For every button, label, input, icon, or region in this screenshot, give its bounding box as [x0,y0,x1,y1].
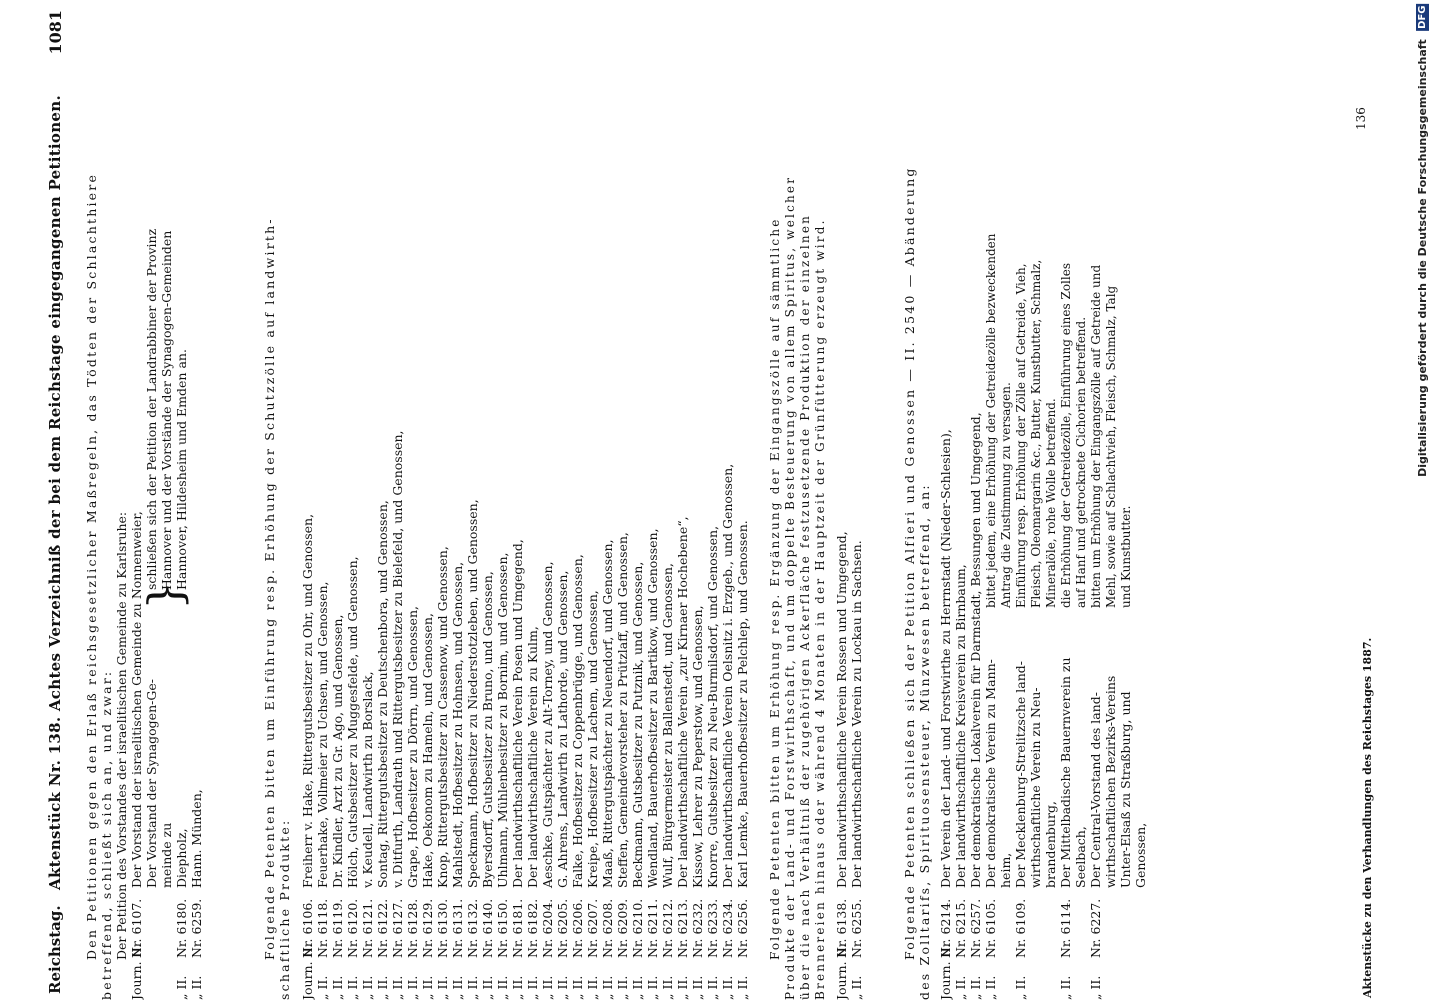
petition-row [405,0,420,1000]
petition-number: Nr. 6109. [1013,898,1028,958]
petition-row [735,0,750,1000]
section-3 [768,0,864,1000]
section-4-intro-line-1: Folgende Petenten schließen sich der Petition Alfieri und Genossen — II. 2540 — Abänderung [902,166,917,960]
journal-ref: „ II. [690,975,705,1000]
petition-number: Nr. 6120. [345,898,360,958]
journal-ref: „ II. [510,975,525,1000]
petition-number: Nr. 6180. [174,898,189,958]
petition-row [834,0,849,1000]
journal-ref: Journ. II. [129,943,144,1000]
petition-number: Nr. 6127. [390,898,405,958]
petition-number: Nr. 6114. [1058,898,1073,958]
petition-text: Wendland, Bauerhofbesitzer zu Bartikow, und Genossen, [645,528,660,888]
section-3-rows [834,0,864,1000]
petition-number: Nr. 6208. [600,898,615,958]
petition-row [720,0,735,1000]
journal-ref: „ II. [555,975,570,1000]
section-1-subheading: Der Petition des Vorstandes der israelitischen Gemeinde zu Karlsruhe: [114,511,129,960]
petition-text: Steffen, Gemeindevorsteher zu Prützlaff, und Genossen, [615,532,630,888]
section-4 [902,0,1148,1000]
petition-row [630,0,645,1000]
petition-number: Nr. 6255. [849,898,864,958]
petition-row [675,0,690,1000]
petition-number: Nr. 6138. [834,898,849,958]
petition-text: Feuerhake, Vollmeier zu Uchsen, und Genossen, [315,581,330,888]
journal-ref: „ II. [174,975,189,1000]
petition-number: Nr. 6211. [645,898,660,958]
petition-number: Nr. 6131. [450,898,465,958]
petition-row [480,0,495,1000]
petition-number: Nr. 6129. [420,898,435,958]
journal-ref: „ II. [360,975,375,1000]
petition-number: Nr. 6204. [540,898,555,958]
petition-text: Genossen, [1133,822,1148,888]
petition-text: Mahlstedt, Hofbesitzer zu Hohnsen, und Genossen, [450,561,465,888]
journal-ref: „ II. [968,975,983,1000]
petition-text: Diepholz, [174,828,189,888]
petition-number: Nr. 6233. [705,898,720,958]
petition-row [570,0,585,1000]
side-note-line: Hannover und der Vorstände der Synagogen-Gemeinden [159,230,174,590]
petition-text: heim, [998,852,1013,888]
petition-row [375,0,390,1000]
petition-number: Nr. 6257. [968,898,983,958]
section-3-intro-line-3: über die nach Verhältniß der zugehörigen Ackerfläche festzusetzende Produktion der einzelnen [798,213,812,1000]
petition-text: Der landwirthschaftliche Verein „zur Kirnaer Hochebene“, [675,516,690,888]
petition-text: brandenburg, [1043,801,1058,888]
petition-row [600,0,615,1000]
header-left: Reichstag. [46,905,64,994]
journal-ref: „ II. [525,975,540,1000]
journal-ref: „ II. [983,975,998,1000]
petition-text: Sontag, Rittergutsbesitzer zu Deutschenbora, und Genossen, [375,500,390,888]
journal-ref: „ II. [1013,975,1028,1000]
petition-row [510,0,525,1000]
side-note-line: Mineralöle, rohe Wolle betreffend. [1044,398,1058,608]
page-header [48,0,78,1000]
petition-row [660,0,675,1000]
journal-ref: „ II. [315,975,330,1000]
petition-row [300,0,315,1000]
petition-text: Unter-Elsaß zu Straßburg, und [1118,691,1133,888]
petition-row [938,0,953,1000]
petition-text: Der landwirthschaftliche Kreisverein zu Birnbaum, [953,564,968,888]
petition-row [615,0,630,1000]
journal-ref: „ II. [435,975,450,1000]
petition-row [390,0,405,1000]
petition-number: Nr. 6213. [675,898,690,958]
journal-ref: „ II. [953,975,968,1000]
petition-row [525,0,540,1000]
petition-text: Karl Lemke, Bauerhofbesitzer zu Pelchlep, und Genossen. [735,520,750,888]
petition-text: Kreipe, Hofbesitzer zu Lachem, und Genossen, [585,590,600,888]
side-note-line: auf Hanf und getrocknete Cichorien betreffend. [1074,316,1088,608]
petition-number: Nr. 6107. [129,898,144,958]
petition-row [690,0,705,1000]
petition-row [705,0,720,1000]
journal-ref: „ II. [585,975,600,1000]
petition-number: Nr. 6105. [983,898,998,958]
petition-number: Nr. 6150. [495,898,510,958]
journal-ref: „ II. [705,975,720,1000]
petition-number: Nr. 6121. [360,898,375,958]
side-note-line: die Erhöhung der Getreidezölle, Einführung eines Zolles [1059,263,1073,608]
petition-text: Der demokratische Lokalverein für Darmstadt, Bessungen und Umgegend, [968,412,983,888]
header-title: Aktenstück Nr. 138. Achtes Verzeichniß der bei dem Reichstage eingegangenen Petitionen. [46,94,64,890]
section-2 [262,0,750,1000]
journal-ref: „ II. [189,975,204,1000]
petition-text: Der landwirthschaftliche Verein Posen und Umgegend, [510,539,525,888]
digitization-text: Digitalisierung gefördert durch die Deutsche Forschungsgemeinschaft [1416,39,1429,477]
petition-text: Der Verein der Land- und Forstwirthe zu Herrnstadt (Nieder-Schlesien), [938,429,953,888]
petition-row [465,0,480,1000]
petition-number: Nr. 6215. [953,898,968,958]
journal-ref: „ II. [480,975,495,1000]
petition-number: Nr. 6207. [585,898,600,958]
journal-ref: „ II. [600,975,615,1000]
petition-text: Kissow, Lehrer zu Peperstow, und Genossen, [690,605,705,888]
petition-text: wirthschaftlichen Bezirks-Vereins [1103,675,1118,888]
journal-ref: „ II. [420,975,435,1000]
side-note-line: schließen sich der Petition der Landrabbiner der Provinz [144,228,159,590]
journal-ref: „ II. [1088,975,1103,1000]
section-3-intro-line-2: Produkte der Land- und Forstwirthschaft, und um doppelte Besteuerung von allem Spiritus, welcher [783,175,797,1000]
petition-text: Der landwirthschaftliche Verein zu Kulm, [525,626,540,888]
petition-number: Nr. 6132. [465,898,480,958]
petition-text: Freiherr v. Hake, Rittergutsbesitzer zu Ohr, und Genossen, [300,513,315,888]
petition-number: Nr. 6256. [735,898,750,958]
journal-ref: „ II. [675,975,690,1000]
journal-ref: „ II. [405,975,420,1000]
journal-ref: „ II. [345,975,360,1000]
petition-row [585,0,600,1000]
petition-text: Der landwirthschaftliche Verein Oelsnitz i. Erzgeb., und Genossen, [720,463,735,888]
petition-text: v. Keudell, Landwirth zu Borslack, [360,671,375,888]
petition-number: Nr. 6119. [330,898,345,958]
journal-ref: „ II. [735,975,750,1000]
petition-text: Knop, Rittergutsbesitzer zu Cassenow, und Genossen, [435,546,450,888]
petition-text: Uhlmann, Mühlenbesitzer zu Bornim, und Genossen, [495,552,510,888]
petition-text: wirthschaftliche Verein zu Neu- [1028,687,1043,888]
section-1-intro-line-1: Den Petitionen gegen den Erlaß reichsgesetzlicher Maßregeln, das Tödten der Schlachthiere [84,172,99,960]
petition-text: Knorre, Gutsbesitzer zu Neu-Burmilsdorf, und Genossen, [705,525,720,888]
side-note-line: Fleisch, Oleomargarin &c., Butter, Kunstbutter, Schmalz, [1029,259,1043,608]
side-note-line: Mehl, sowie auf Schlachtvieh, Fleisch, Schmalz, Talg [1104,285,1118,608]
petition-number: Nr. 6210. [630,898,645,958]
petition-text: Hölch, Gutsbesitzer zu Muggesfelde, und Genossen, [345,556,360,888]
journal-ref: „ II. [720,975,735,1000]
journal-ref: „ II. [390,975,405,1000]
section-1-side-note [144,229,189,590]
petition-row [495,0,510,1000]
journal-ref: „ II. [1058,975,1073,1000]
petition-row [330,0,345,1000]
petition-number: Nr. 6140. [480,898,495,958]
petition-row [555,0,570,1000]
petition-row [315,0,330,1000]
section-3-intro-line-4: Brennereien hinaus oder während 4 Monaten in der Hauptzeit der Grünfütterung erzeugt wird. [813,218,827,1000]
petition-text: Grape, Hofbesitzer zu Dörrn, und Genossen, [405,606,420,888]
petition-text: Wulf, Bürgermeister zu Ballenstedt, und Genossen, [660,563,675,888]
journal-ref: „ II. [540,975,555,1000]
petition-row [450,0,465,1000]
petition-text: Aeschke, Gutspächter zu Alt-Torney, und Genossen, [540,561,555,888]
petition-text: Der landwirthschaftliche Verein zu Lockau in Sachsen. [849,540,864,888]
petition-row [420,0,435,1000]
petition-row [129,0,144,1000]
journal-ref: „ II. [375,975,390,1000]
petition-number: Nr. 6205. [555,898,570,958]
petition-number: Nr. 6182. [525,898,540,958]
dfg-logo: DFG [1417,6,1428,30]
petition-text: Der Vorstand der israelitischen Gemeinde zu Nonnenweier, [129,511,144,888]
brace: } [138,580,192,610]
section-2-intro-line-1: Folgende Petenten bitten um Einführung resp. Erhöhung der Schutzzölle auf landwirth- [262,217,277,960]
petition-row [360,0,375,1000]
side-note-line: und Kunstbutter. [1119,505,1133,608]
petition-number: Nr. 6209. [615,898,630,958]
journal-ref: „ II. [495,975,510,1000]
side-note-line: Hannover, Hildesheim und Emden an. [174,349,189,590]
petition-text: Der Mittelbadische Bauernverein zu [1058,657,1073,888]
petition-number: Nr. 6212. [660,898,675,958]
section-3-intro-line-1: Folgende Petenten bitten um Erhöhung resp. Ergänzung der Eingangszölle auf sämmtliche [768,217,782,960]
petition-text: Speckmann, Hofbesitzer zu Niederstotzleben, und Genossen, [465,499,480,888]
journal-ref: „ II. [645,975,660,1000]
petition-row [645,0,660,1000]
journal-ref: Journ. II. [300,943,315,1000]
side-note-line: Einführung resp. Erhöhung der Zölle auf Getreide, Vieh, [1014,263,1028,608]
petition-number: Nr. 6122. [375,898,390,958]
section-4-intro-line-2: des Zolltarifs, Spirituosensteuer, Münzwesen betreffend, an: [917,483,932,1000]
petition-row [953,0,968,1000]
section-1-intro-line-2: betreffend, schließt sich an, und zwar: [99,669,114,1000]
petition-number: Nr. 6118. [315,898,330,958]
petition-row [345,0,360,1000]
section-1 [84,0,204,1000]
petition-number: Nr. 6181. [510,898,525,958]
petition-row [849,0,864,1000]
petition-number: Nr. 6130. [435,898,450,958]
petition-text: Der Mecklenburg-Strelitzsche land- [1013,661,1028,888]
petition-number: Nr. 6227. [1088,898,1103,958]
petition-text: meinde zu [159,822,174,888]
petition-row [435,0,450,1000]
petition-number: Nr. 6232. [690,898,705,958]
petition-text: Seelbach, [1073,826,1088,888]
journal-ref: „ II. [660,975,675,1000]
petition-text: Hann. Münden, [189,789,204,888]
footer-right: 136 [1354,107,1368,130]
petition-text: G. Ahrens, Landwirth zu Lathorde, und Genossen, [555,570,570,888]
journal-ref: „ II. [630,975,645,1000]
rotated-document-page [40,0,1400,1000]
journal-ref: „ II. [450,975,465,1000]
petition-number: Nr. 6214. [938,898,953,958]
petition-text: Hake, Oekonom zu Hameln, und Genossen, [420,613,435,888]
section-2-rows [300,0,750,1000]
journal-ref: „ II. [849,975,864,1000]
petition-text: Der demokratische Verein zu Mann- [983,659,998,888]
petition-text: Falke, Hofbesitzer zu Coppenbrügge, und Genossen, [570,554,585,888]
petition-row [1133,0,1148,1000]
petition-text: v. Ditfurth, Landrath und Rittergutsbesitzer zu Bielefeld, und Genossen, [390,430,405,888]
petition-text: Byersdorff, Gutsbesitzer zu Bruno, und Genossen, [480,571,495,888]
petition-text: Der Central-Vorstand des land- [1088,692,1103,888]
petition-number: Nr. 6234. [720,898,735,958]
petition-number: Nr. 6106. [300,898,315,958]
footer-left: Aktenstücke zu den Verhandlungen des Reichstages 1887. [1361,637,1374,998]
petition-row [968,0,983,1000]
page-number: 1081 [46,10,65,55]
digitization-note [1416,4,1429,477]
side-note-line: Antrag die Zustimmung zu versagen. [999,382,1013,608]
petition-row [189,0,204,1000]
petition-row [540,0,555,1000]
journal-ref: „ II. [615,975,630,1000]
journal-ref: Journ. II. [834,943,849,1000]
journal-ref: „ II. [570,975,585,1000]
journal-ref: „ II. [330,975,345,1000]
petition-text: Der Vorstand der Synagogen-Ge- [144,679,159,888]
side-note-line: bitten um Erhöhung der Eingangszölle auf Getreide und [1089,264,1103,608]
petition-text: Maaß, Rittergutspächter zu Neuendorf, und Genossen, [600,539,615,888]
petition-number: Nr. 6206. [570,898,585,958]
section-4-side-notes [984,234,1134,608]
journal-ref: „ II. [465,975,480,1000]
section-2-intro-line-2: schaftliche Produkte: [277,818,292,1000]
side-note-line: bittet jedem, eine Erhöhung der Getreidezölle bezweckenden [984,233,998,608]
petition-text: Dr. Kindler, Arzt zu Gr. Ago, und Genossen, [330,614,345,888]
petition-number: Nr. 6259. [189,898,204,958]
petition-text: Beckmann, Gutsbesitzer zu Putznik, und Genossen, [630,561,645,888]
petition-number: Nr. 6128. [405,898,420,958]
journal-ref: Journ. II. [938,943,953,1000]
petition-text: Der landwirthschaftliche Verein Rossen und Umgegend, [834,531,849,888]
